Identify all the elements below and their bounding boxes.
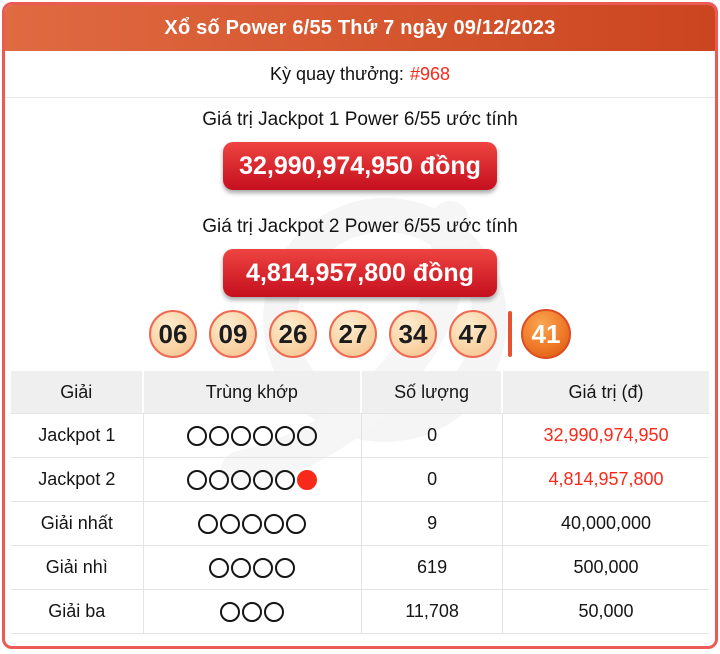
match-circle: [275, 470, 295, 490]
power-match-circle: [297, 470, 317, 490]
prize-value: 32,990,974,950: [503, 413, 709, 457]
main-number-ball: 26: [269, 310, 317, 358]
prize-table-header: [11, 371, 709, 413]
main-number-ball: 09: [209, 310, 257, 358]
match-circle: [220, 602, 240, 622]
results-panel: [2, 2, 718, 649]
match-circle: [231, 426, 251, 446]
winner-count: 11,708: [362, 589, 503, 633]
col-header-quantity: Số lượng: [362, 371, 503, 413]
match-circle: [297, 426, 317, 446]
match-circle: [231, 470, 251, 490]
prize-name: Giải nhất: [11, 501, 144, 545]
prize-value: 4,814,957,800: [503, 457, 709, 501]
match-circle: [220, 514, 240, 534]
winning-numbers-row: [5, 308, 715, 360]
winner-count: 0: [362, 457, 503, 501]
prize-name: Jackpot 1: [11, 413, 144, 457]
table-row: [11, 501, 709, 545]
match-circle: [209, 470, 229, 490]
winner-count: 0: [362, 413, 503, 457]
prize-value: 500,000: [503, 545, 709, 589]
page-title: Xổ số Power 6/55 Thứ 7 ngày 09/12/2023: [164, 16, 556, 39]
jackpot-2-amount-pill: 4,814,957,800 đồng: [223, 249, 497, 297]
match-circle: [209, 558, 229, 578]
table-row: [11, 457, 709, 501]
prize-table: [11, 371, 709, 633]
main-number-ball: 47: [449, 310, 497, 358]
winner-count: 619: [362, 545, 503, 589]
main-number-ball: 27: [329, 310, 377, 358]
match-circle: [242, 602, 262, 622]
match-circle: [187, 426, 207, 446]
match-circle: [253, 470, 273, 490]
match-pattern: [144, 413, 362, 457]
table-row: [11, 589, 709, 633]
prize-name: Giải nhì: [11, 545, 144, 589]
match-circle: [198, 514, 218, 534]
match-circle: [253, 558, 273, 578]
jackpot-2-label: Giá trị Jackpot 2 Power 6/55 ước tính: [202, 216, 518, 237]
match-pattern: [144, 589, 362, 633]
match-circle: [231, 558, 251, 578]
match-circle: [264, 514, 284, 534]
prize-value: 50,000: [503, 589, 709, 633]
jackpot-1-label: Giá trị Jackpot 1 Power 6/55 ước tính: [202, 109, 518, 130]
draw-period-row: [5, 51, 715, 98]
match-circle: [187, 470, 207, 490]
power-number-ball: 41: [521, 309, 571, 359]
main-number-ball: 34: [389, 310, 437, 358]
match-circle: [253, 426, 273, 446]
match-pattern: [144, 501, 362, 545]
prize-value: 40,000,000: [503, 501, 709, 545]
winner-count: 9: [362, 501, 503, 545]
col-header-value: Giá trị (đ): [503, 371, 709, 413]
draw-period-label: Kỳ quay thưởng:: [270, 63, 404, 84]
table-bottom-filler: [11, 633, 709, 646]
prize-name: Jackpot 2: [11, 457, 144, 501]
match-pattern: [144, 457, 362, 501]
match-circle: [275, 426, 295, 446]
main-number-ball: 06: [149, 310, 197, 358]
match-circle: [275, 558, 295, 578]
prize-name: Giải ba: [11, 589, 144, 633]
page-header: [5, 5, 715, 51]
power-separator: [508, 311, 512, 357]
table-row: [11, 413, 709, 457]
match-pattern: [144, 545, 362, 589]
col-header-match: Trùng khớp: [144, 371, 362, 413]
match-circle: [242, 514, 262, 534]
jackpot-1-amount-pill: 32,990,974,950 đồng: [223, 142, 497, 190]
table-row: [11, 545, 709, 589]
match-circle: [209, 426, 229, 446]
match-circle: [264, 602, 284, 622]
match-circle: [286, 514, 306, 534]
col-header-prize: Giải: [11, 371, 144, 413]
draw-period-number: #968: [409, 63, 450, 84]
